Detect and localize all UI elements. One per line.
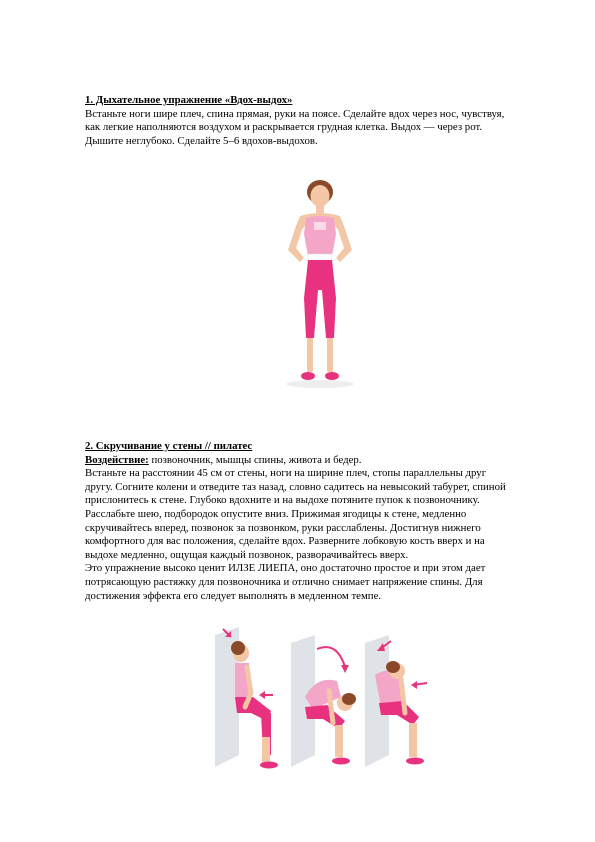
section-2-heading: 2. Скручивание у стены // пилатес <box>85 440 253 452</box>
section-2-line: потрясающую растяжку для позвоночника и отлично снимает напряжение спины. Для <box>85 575 483 588</box>
section-2-line: комфортного для вас положения, сделайте вдох. Разверните лобковую кость вверх и на <box>85 535 485 548</box>
effect-label: Воздействие: <box>85 453 149 466</box>
section-1-line: Встаньте ноги шире плеч, спина прямая, руки на поясе. Сделайте вдох через нос, чувствуя, <box>85 107 505 120</box>
section-2-line: достижения эффекта его следует выполнять в медленном темпе. <box>85 589 382 602</box>
figure-bent-forward <box>291 635 356 767</box>
section-1-line: Дышите неглубоко. Сделайте 5–6 вдохов-выдохов. <box>85 134 318 147</box>
section-2-effect-line <box>85 454 525 468</box>
section-2-line: скручивайтесь вперед, позвонок за позвонком, руки расслаблены. Достигнув нижнего <box>85 521 481 534</box>
section-2-line: выдохе медленно, ощущая каждый позвонок, разворачивайтесь вверх. <box>85 548 409 561</box>
section-2-line: прислонитесь к стене. Глубоко вдохните и на выдохе потяните пупок к позвоночнику. <box>85 494 480 507</box>
figure-rolling-up <box>365 635 427 767</box>
section-1 <box>85 94 525 148</box>
effect-text: позвоночник, мышцы спины, живота и бедер. <box>148 453 362 466</box>
section-1-heading: 1. Дыхательное упражнение «Вдох-выдох» <box>85 94 293 106</box>
section-2-line: Встаньте на расстоянии 45 см от стены, ноги на ширине плеч, стопы параллельны друг <box>85 467 487 480</box>
wall-roll-down-illustration <box>205 627 440 777</box>
section-2-line: другу. Согните колени и отведите таз назад, словно садитесь на невысокий табурет, спиной <box>85 480 506 493</box>
section-1-line: как легкие наполняются воздухом и раскрывается грудная клетка. Выдох — через рот. <box>85 121 483 134</box>
section-2 <box>85 440 525 603</box>
figure-upright <box>215 627 278 769</box>
breathing-exercise-illustration <box>270 178 370 394</box>
section-2-line: Это упражнение высоко ценит ИЛЗЕ ЛИЕПА, оно достаточно простое и при этом дает <box>85 562 486 575</box>
section-2-line: Расслабьте шею, подбородок опустите вниз. Прижимая ягодицы к стене, медленно <box>85 507 467 520</box>
